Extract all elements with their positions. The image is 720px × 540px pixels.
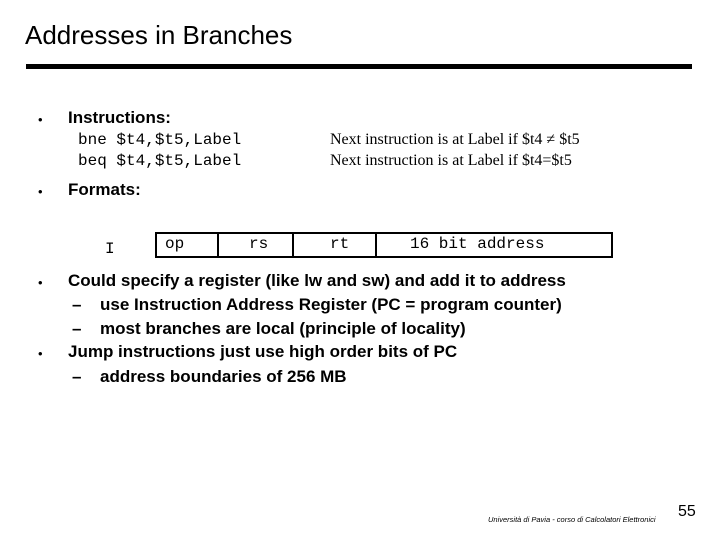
title-underline [26,64,692,69]
bullet-marker: • [38,184,43,199]
field-divider [375,234,377,256]
dash-marker: – [72,319,82,338]
instruction-format-box [155,232,613,258]
bne-desc-suffix: $t5 [555,131,580,148]
format-field-rt: rt [330,235,350,253]
beq-instruction-code: beq $t4,$t5,Label [78,152,242,170]
beq-instruction-description: Next instruction is at Label if $t4=$t5 [330,152,572,169]
footer-credit: Università di Pavia - corso di Calcolatori Elettronici [488,515,656,524]
sub-bullet-locality: most branches are local (principle of locality) [100,319,466,338]
sub-bullet-pc: use Instruction Address Register (PC = program counter) [100,295,562,314]
format-field-rs: rs [249,235,269,253]
sub-bullet-boundaries: address boundaries of 256 MB [100,367,347,386]
instructions-heading: Instructions: [68,108,171,127]
not-equal-symbol: ≠ [546,131,556,148]
format-type-label: I [105,240,115,258]
page-number: 55 [678,503,696,520]
dash-marker: – [72,295,82,314]
bullet-register-text: Could specify a register (like lw and sw) and add it to address [68,271,566,290]
bullet-marker: • [38,346,43,361]
format-field-address: 16 bit address [410,235,545,253]
bne-instruction-code: bne $t4,$t5,Label [78,131,242,149]
bullet-marker: • [38,275,43,290]
formats-heading: Formats: [68,180,141,199]
format-field-op: op [165,235,185,253]
dash-marker: – [72,367,82,386]
bne-instruction-description [330,131,580,149]
bullet-marker: • [38,112,43,127]
field-divider [292,234,294,256]
bullet-jump-text: Jump instructions just use high order bits of PC [68,342,458,361]
field-divider [217,234,219,256]
bne-desc-prefix: Next instruction is at Label if $t4 [330,131,543,148]
slide-title: Addresses in Branches [25,20,293,50]
